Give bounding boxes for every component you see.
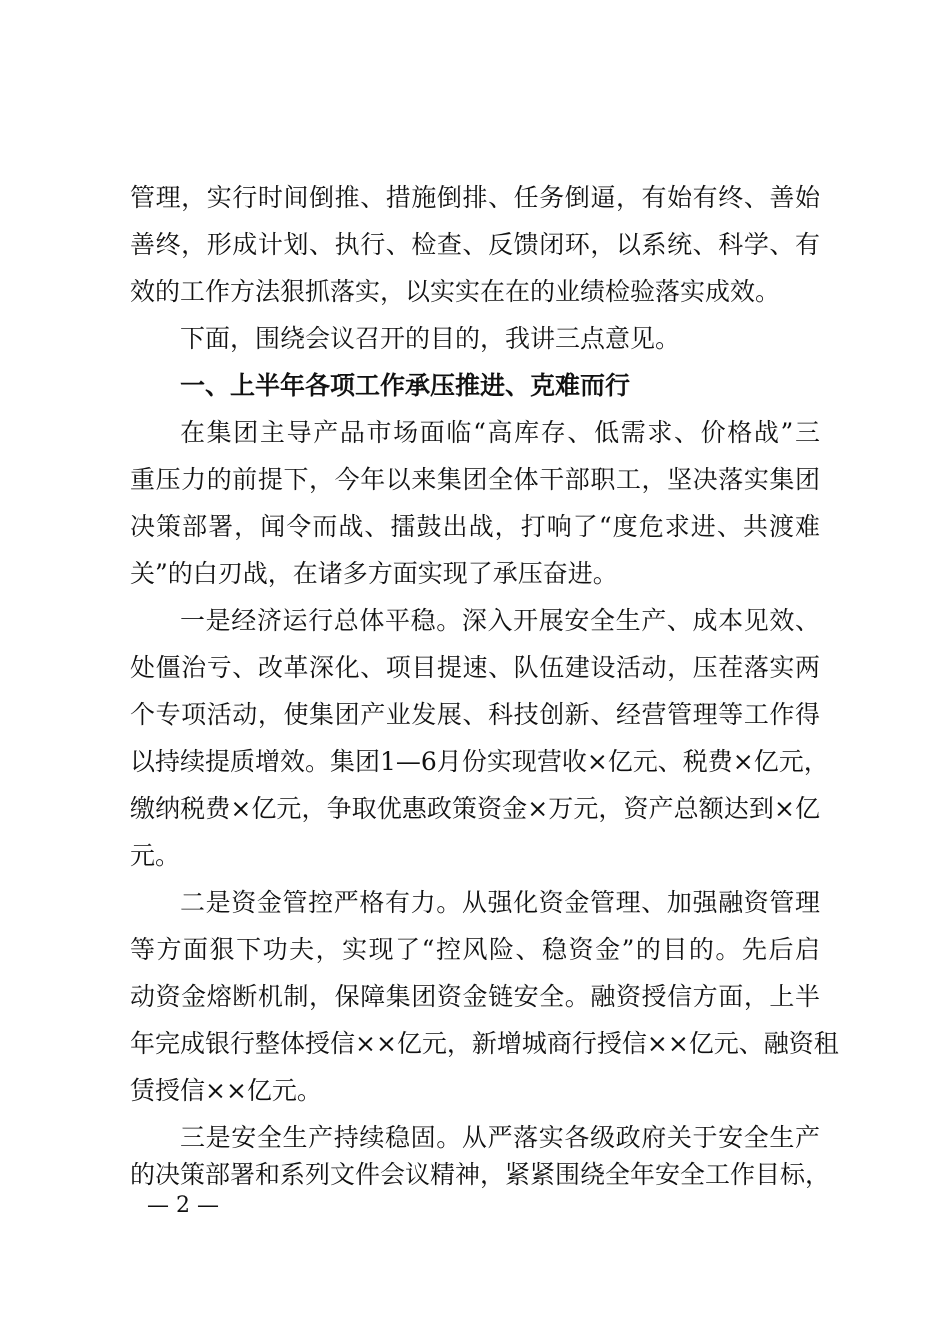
- body-text-line: 二是资金管控严格有力。从强化资金管理、加强融资管理: [180, 888, 820, 917]
- body-text-line: 的决策部署和系列文件会议精神，紧紧围绕全年安全工作目标，: [130, 1160, 831, 1189]
- body-text-line: 以持续提质增效。集团1—6月份实现营收×亿元、税费×亿元，: [130, 747, 829, 776]
- body-text-line: 年完成银行整体授信××亿元，新增城商行授信××亿元、融资租: [130, 1029, 839, 1058]
- body-text-line: 效的工作方法狠抓落实，以实实在在的业绩检验落实成效。: [130, 277, 781, 306]
- body-text-line: 动资金熔断机制，保障集团资金链安全。融资授信方面，上半: [130, 982, 820, 1011]
- body-text-line: 善终，形成计划、执行、检查、反馈闭环，以系统、科学、有: [130, 230, 820, 259]
- body-text-line: 重压力的前提下，今年以来集团全体干部职工，坚决落实集团: [130, 465, 820, 494]
- page-number: — 2 —: [147, 1193, 219, 1218]
- body-text-line: 处僵治亏、改革深化、项目提速、队伍建设活动，压茬落实两: [130, 653, 820, 682]
- body-text-line: 元。: [130, 841, 181, 870]
- body-text-line: 管理，实行时间倒推、措施倒排、任务倒逼，有始有终、善始: [130, 183, 820, 212]
- body-text-line: 关”的白刃战，在诸多方面实现了承压奋进。: [130, 559, 618, 588]
- section-heading: 一、上半年各项工作承压推进、克难而行: [180, 371, 631, 400]
- body-text-line: 一是经济运行总体平稳。深入开展安全生产、成本见效、: [180, 606, 820, 635]
- body-text-line: 在集团主导产品市场面临“高库存、低需求、价格战”三: [180, 418, 820, 447]
- body-text-line: 决策部署，闻令而战、擂鼓出战，打响了“度危求进、共渡难: [130, 512, 820, 541]
- body-text-line: 赁授信××亿元。: [130, 1076, 322, 1105]
- body-text-line: 等方面狠下功夫，实现了“控风险、稳资金”的目的。先后启: [130, 935, 820, 964]
- body-text-line: 个专项活动，使集团产业发展、科技创新、经营管理等工作得: [130, 700, 820, 729]
- body-text-line: 三是安全生产持续稳固。从严落实各级政府关于安全生产: [180, 1123, 820, 1152]
- body-text-line: 缴纳税费×亿元，争取优惠政策资金×万元，资产总额达到×亿: [130, 794, 820, 823]
- body-text-line: 下面，围绕会议召开的目的，我讲三点意见。: [180, 324, 681, 353]
